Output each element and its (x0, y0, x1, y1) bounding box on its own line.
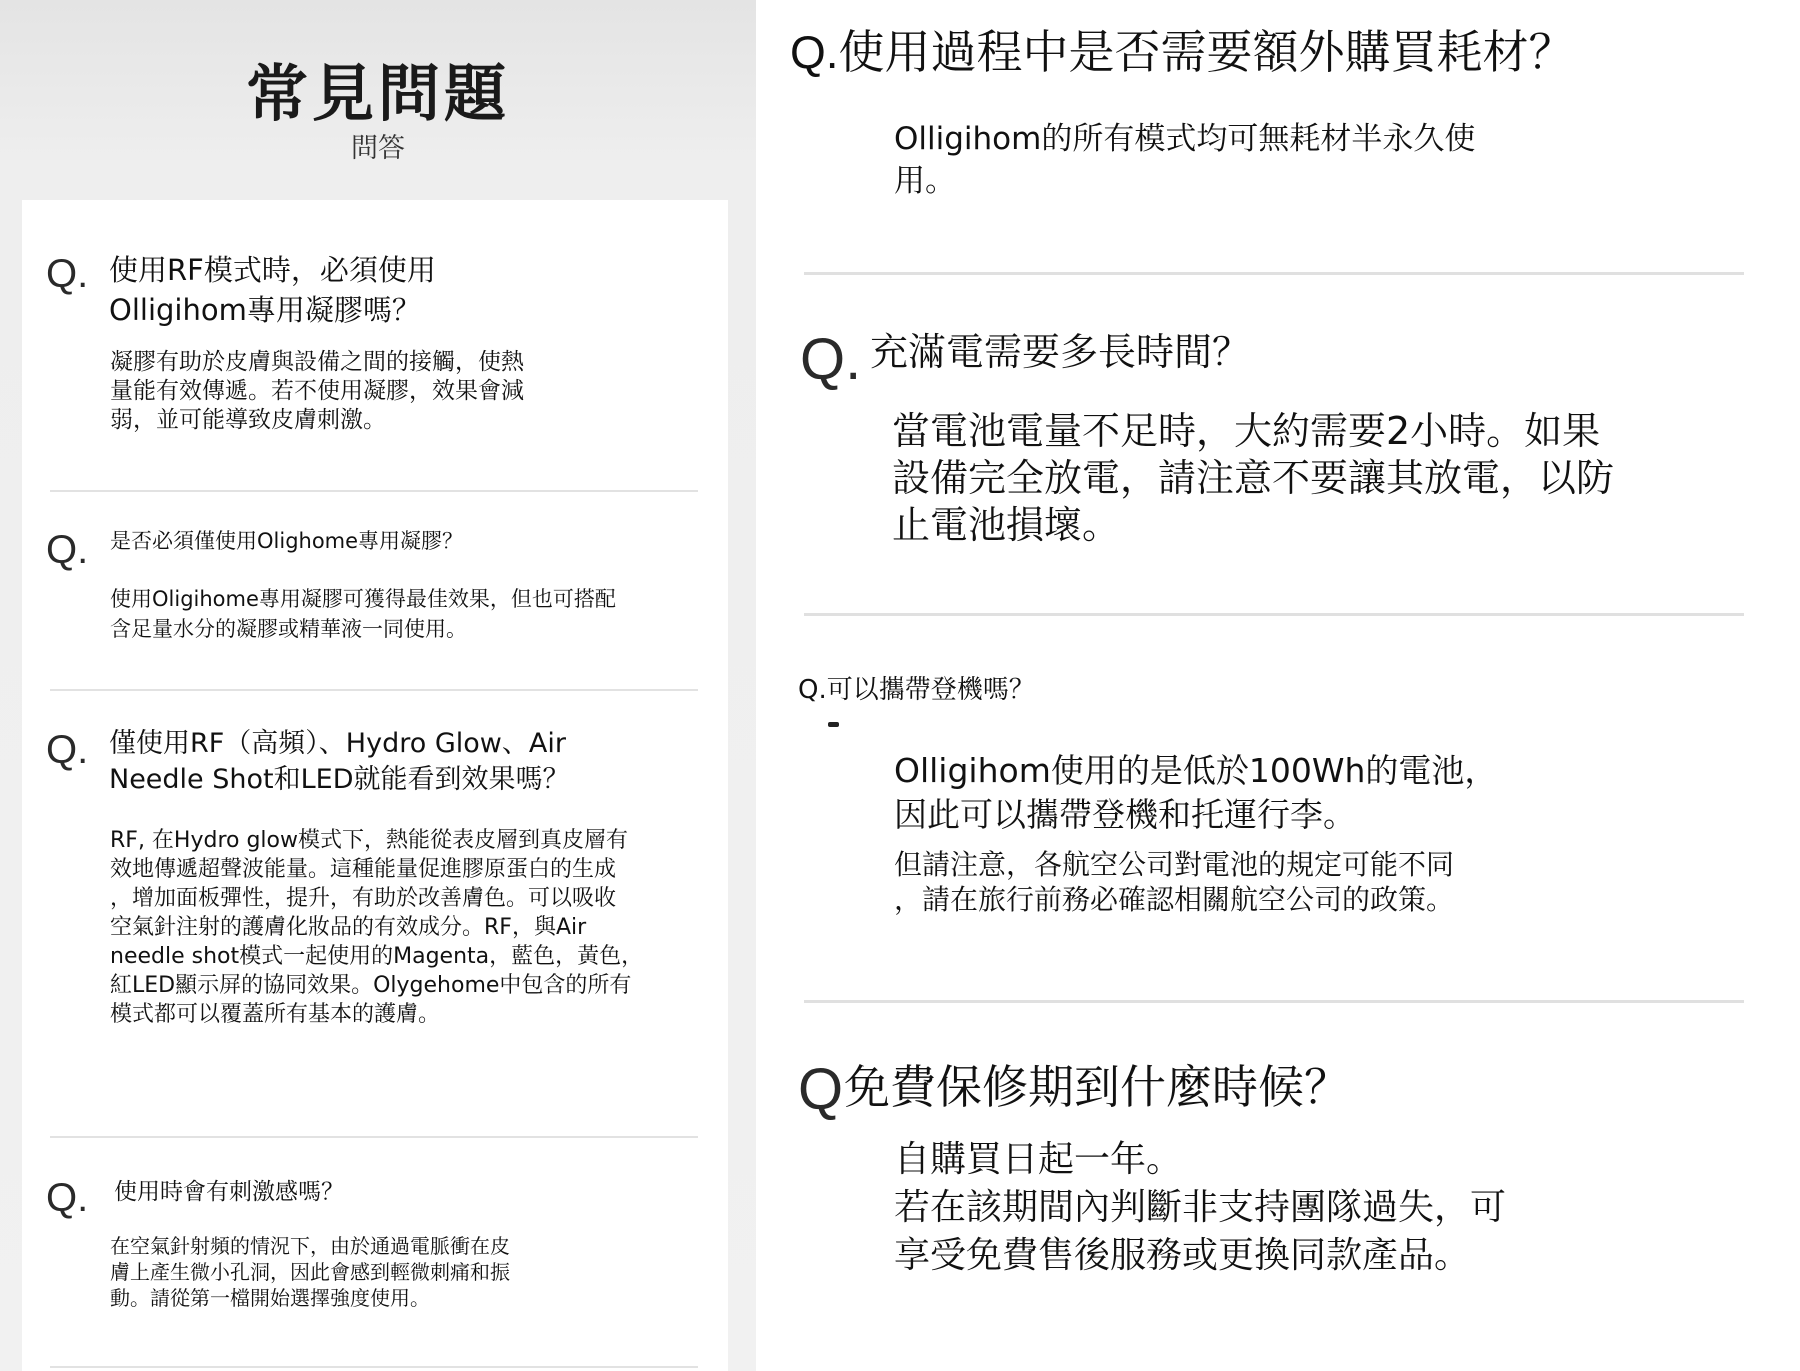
divider (804, 613, 1744, 616)
q-mark: Q. (46, 728, 89, 772)
q-mark: Q. (800, 327, 862, 392)
left-panel (0, 0, 756, 1371)
q-mark: Q. (46, 252, 89, 296)
faq-answer: 在空氣針射頻的情況下，由於通過電脈衝在皮 膚上產生微小孔洞，因此會感到輕微刺痛和振 動。請從第一檔開始選擇強度使用。 (110, 1234, 510, 1310)
faq-answer: Olligihom使用的是低於100Wh的電池， 因此可以攜帶登機和托運行李。 (894, 751, 1498, 834)
faq-question: 僅使用RF（高頻）、Hydro Glow、Air Needle Shot和LED就能看到效果嗎？ (109, 728, 570, 795)
faq-question: 使用RF模式時，必須使用 Olligihom專用凝膠嗎？ (109, 253, 436, 327)
faq-question: 使用時會有刺激感嗎？ (114, 1179, 344, 1205)
faq-answer: 凝膠有助於皮膚與設備之間的接觸，使熱 量能有效傳遞。若不使用凝膠，效果會減 弱，並可能導致皮膚刺激。 (110, 349, 524, 433)
bullet-dot (828, 722, 839, 727)
faq-card (22, 200, 728, 1371)
divider (50, 1366, 698, 1368)
page-title: 常見問題 (245, 57, 510, 130)
faq-answer: RF, 在Hydro glow模式下，熱能從表皮層到真皮層有 效地傳遞超聲波能量。這種能量促進膠原蛋白的生成 ，增加面板彈性，提升，有助於改善膚色。可以吸收 空氣針注射的護膚化妝品的有效成分。RF，與Air needle shot模式一起使用的Magenta，藍色，黃色， 紅LED顯示屏的協同效果。Olygehome中包含的所有 模式都可以覆蓋所有基本的護膚。 (110, 828, 644, 1027)
faq-question: Q.使用過程中是否需要額外購買耗材？ (790, 26, 1575, 78)
faq-question: 充滿電需要多長時間？ (870, 330, 1251, 374)
faq-answer: Olligihom的所有模式均可無耗材半永久使 用。 (894, 121, 1476, 199)
q-mark: Q (798, 1057, 844, 1122)
faq-question: 免費保修期到什麼時候？ (844, 1060, 1350, 1114)
faq-note: 但請注意，各航空公司對電池的規定可能不同 ，請在旅行前務必確認相關航空公司的政策。 (894, 848, 1455, 916)
page-subtitle: 問答 (351, 133, 405, 164)
faq-answer: 自購買日起一年。 若在該期間內判斷非支持團隊過失，可 享受免費售後服務或更換同款產品。 (894, 1139, 1507, 1276)
divider (804, 1000, 1744, 1003)
divider (50, 1136, 698, 1138)
divider (804, 272, 1744, 275)
divider (50, 490, 698, 492)
faq-answer: 使用Oligihome專用凝膠可獲得最佳效果，但也可搭配 含足量水分的凝膠或精華液一同使用。 (110, 587, 616, 641)
right-panel (756, 0, 1800, 1371)
faq-question: 是否必須僅使用Olighome專用凝膠？ (110, 529, 464, 553)
faq-question: Q.可以攜帶登機嗎？ (798, 675, 1035, 705)
faq-answer: 當電池電量不足時，大約需要2小時。如果 設備完全放電，請注意不要讓其放電，以防 止電池損壞。 (892, 409, 1615, 547)
divider (50, 689, 698, 691)
q-mark: Q. (46, 528, 89, 572)
q-mark: Q. (46, 1176, 89, 1220)
